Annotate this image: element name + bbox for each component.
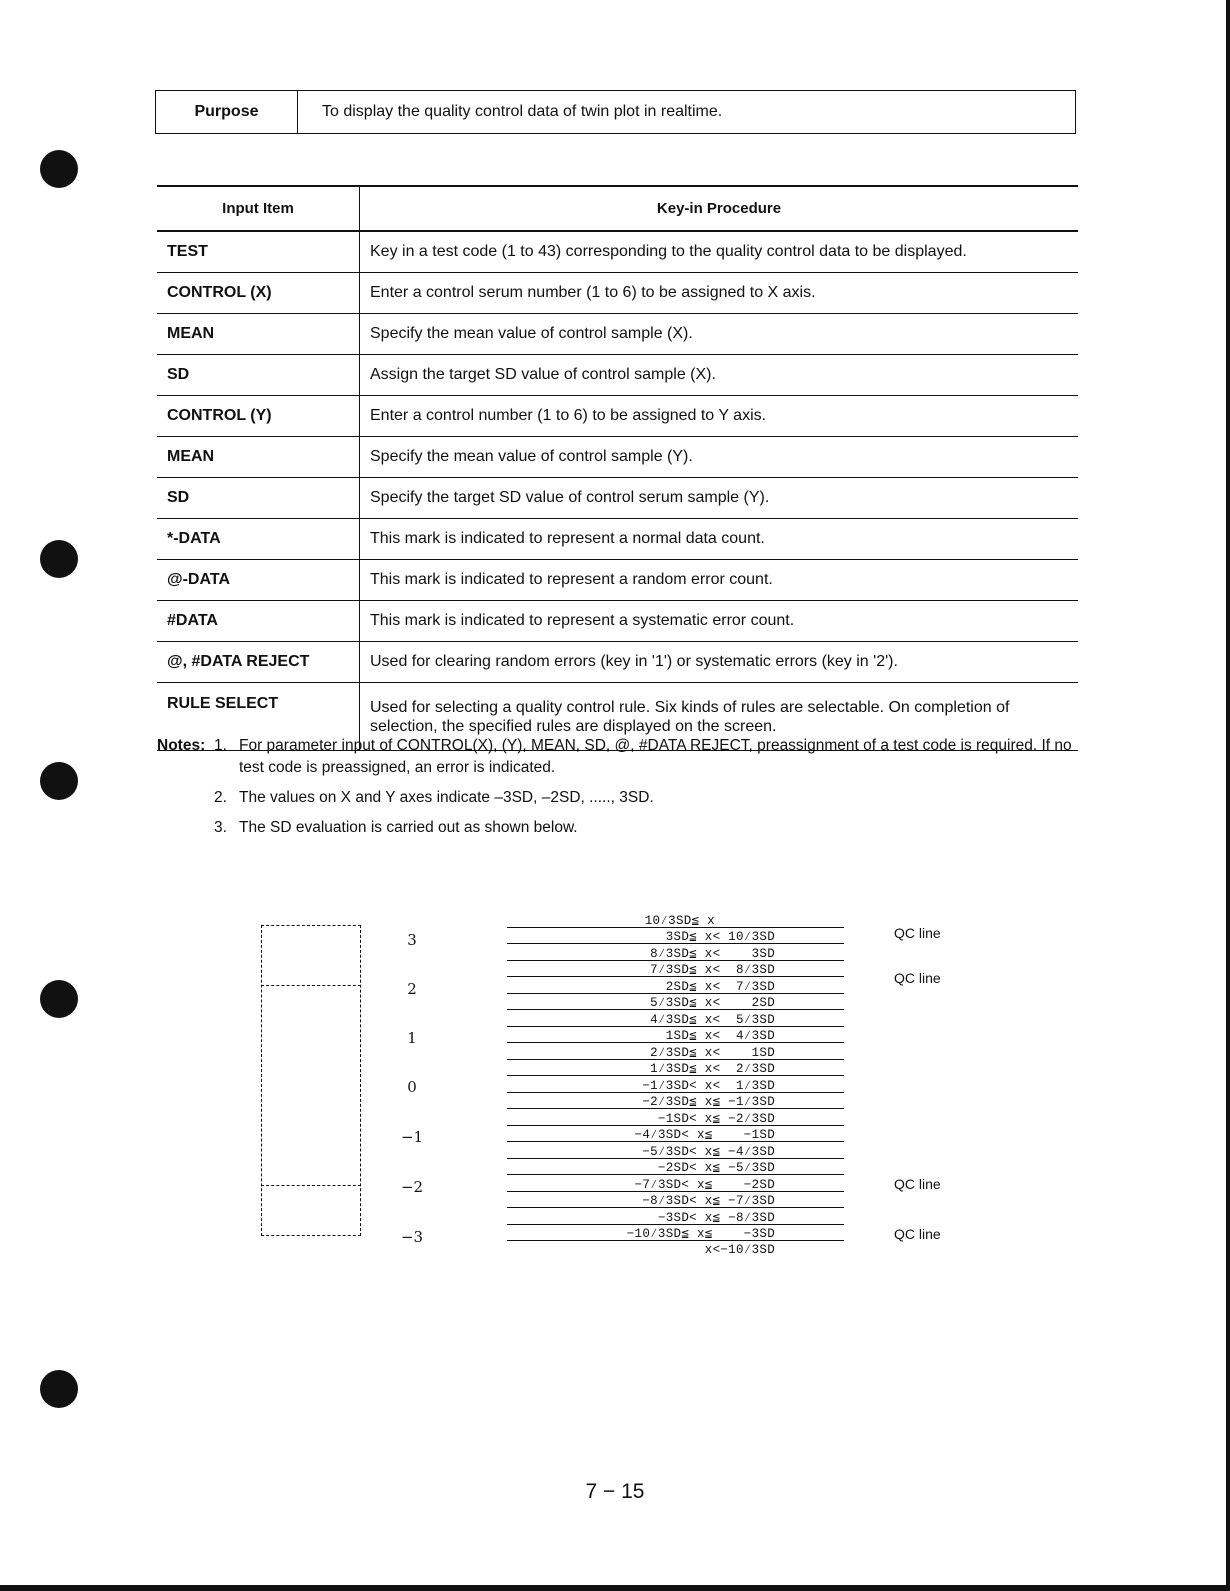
input-item: SD bbox=[157, 478, 360, 519]
page-number: 7 − 15 bbox=[585, 1480, 645, 1503]
input-item: TEST bbox=[157, 231, 360, 273]
sd-condition: −5∕3SD< x≦ −4∕3SD bbox=[642, 1145, 775, 1159]
sd-condition: 8∕3SD≦ x< 3SD bbox=[650, 947, 775, 961]
table-row bbox=[157, 560, 1078, 601]
key-in-procedure: Specify the mean value of control sample (X). bbox=[360, 314, 1079, 355]
sd-level-label: 2 bbox=[407, 980, 417, 998]
key-in-procedure: Enter a control serum number (1 to 6) to be assigned to X axis. bbox=[360, 273, 1079, 314]
input-item: MEAN bbox=[157, 314, 360, 355]
purpose-box bbox=[155, 90, 1076, 134]
sd-condition: 1∕3SD≦ x< 2∕3SD bbox=[650, 1062, 775, 1076]
key-in-procedure: This mark is indicated to represent a normal data count. bbox=[360, 519, 1079, 560]
sd-plot-column bbox=[261, 925, 361, 1236]
binder-hole bbox=[40, 150, 78, 188]
binder-hole bbox=[40, 980, 78, 1018]
qc-line-label: QC line bbox=[894, 970, 941, 986]
input-item: #DATA bbox=[157, 601, 360, 642]
note-text: For parameter input of CONTROL(X), (Y), MEAN, SD, @, #DATA REJECT, preassignment of a test code is required. If no test code is preassigned, an error is indicated. bbox=[239, 737, 1072, 776]
sd-condition: 5∕3SD≦ x< 2SD bbox=[650, 996, 775, 1010]
note-number: 3. bbox=[214, 819, 227, 836]
input-item: @-DATA bbox=[157, 560, 360, 601]
header-key-in-procedure: Key-in Procedure bbox=[360, 186, 1079, 231]
notes-section bbox=[157, 735, 1087, 847]
note-number: 1. bbox=[214, 737, 227, 754]
input-item: RULE SELECT bbox=[157, 683, 360, 751]
input-item: @, #DATA REJECT bbox=[157, 642, 360, 683]
key-in-procedure: Key in a test code (1 to 43) corresponding to the quality control data to be displayed. bbox=[360, 231, 1079, 273]
sd-condition: 2∕3SD≦ x< 1SD bbox=[650, 1046, 775, 1060]
input-item: CONTROL (Y) bbox=[157, 396, 360, 437]
key-in-procedure: Used for selecting a quality control rule. Six kinds of rules are selectable. On completion of selection, the specified rules are displayed on the screen. bbox=[360, 683, 1079, 751]
table-row bbox=[157, 231, 1078, 273]
sd-condition: 2SD≦ x< 7∕3SD bbox=[665, 980, 775, 994]
header-input-item: Input Item bbox=[157, 186, 360, 231]
input-table bbox=[157, 185, 1078, 751]
sd-level-label: 0 bbox=[407, 1078, 417, 1096]
sd-condition: 4∕3SD≦ x< 5∕3SD bbox=[650, 1013, 775, 1027]
sd-condition: 1SD≦ x< 4∕3SD bbox=[665, 1029, 775, 1043]
input-item: CONTROL (X) bbox=[157, 273, 360, 314]
binder-hole bbox=[40, 1370, 78, 1408]
binder-hole bbox=[40, 540, 78, 578]
sd-condition: −2∕3SD≦ x≦ −1∕3SD bbox=[642, 1095, 775, 1109]
qc-line-label: QC line bbox=[894, 1226, 941, 1242]
sd-condition: −1SD< x≦ −2∕3SD bbox=[657, 1112, 775, 1126]
key-in-procedure: This mark is indicated to represent a systematic error count. bbox=[360, 601, 1079, 642]
key-in-procedure: This mark is indicated to represent a random error count. bbox=[360, 560, 1079, 601]
sd-condition: −10∕3SD≦ x≦ −3SD bbox=[626, 1227, 775, 1241]
page-edge bbox=[1226, 0, 1230, 1591]
note-item bbox=[157, 817, 1087, 839]
sd-condition: −7∕3SD< x≦ −2SD bbox=[634, 1178, 775, 1192]
qc-line-label: QC line bbox=[894, 925, 941, 941]
sd-level-label: −2 bbox=[400, 1178, 424, 1196]
sd-condition: −8∕3SD< x≦ −7∕3SD bbox=[642, 1194, 775, 1208]
input-item: MEAN bbox=[157, 437, 360, 478]
table-row bbox=[157, 642, 1078, 683]
key-in-procedure: Specify the mean value of control sample (Y). bbox=[360, 437, 1079, 478]
key-in-procedure: Used for clearing random errors (key in '1') or systematic errors (key in '2'). bbox=[360, 642, 1079, 683]
sd-condition: −1∕3SD< x< 1∕3SD bbox=[642, 1079, 775, 1093]
table-row bbox=[157, 519, 1078, 560]
sd-condition: −2SD< x≦ −5∕3SD bbox=[657, 1161, 775, 1175]
note-text: The SD evaluation is carried out as shown below. bbox=[239, 819, 578, 836]
sd-condition: −3SD< x≦ −8∕3SD bbox=[657, 1211, 775, 1225]
dashed-divider bbox=[261, 1185, 361, 1186]
page-edge bbox=[0, 1585, 1230, 1591]
note-text: The values on X and Y axes indicate –3SD, –2SD, ....., 3SD. bbox=[239, 789, 654, 806]
sd-level-label: 3 bbox=[407, 931, 417, 949]
key-in-procedure: Specify the target SD value of control serum sample (Y). bbox=[360, 478, 1079, 519]
table-row bbox=[157, 273, 1078, 314]
sd-level-label: −3 bbox=[400, 1228, 424, 1246]
sd-level-label: 1 bbox=[407, 1029, 417, 1047]
sd-level-label: −1 bbox=[400, 1128, 424, 1146]
purpose-text: To display the quality control data of twin plot in realtime. bbox=[322, 103, 723, 120]
sd-condition: 10∕3SD≦ x bbox=[644, 914, 715, 928]
dashed-divider bbox=[261, 925, 361, 926]
qc-line-label: QC line bbox=[894, 1176, 941, 1192]
sd-condition: x<−10∕3SD bbox=[704, 1243, 775, 1257]
sd-condition: 7∕3SD≦ x< 8∕3SD bbox=[650, 963, 775, 977]
note-number: 2. bbox=[214, 789, 227, 806]
notes-label: Notes: bbox=[157, 737, 206, 754]
key-in-procedure: Assign the target SD value of control sample (X). bbox=[360, 355, 1079, 396]
table-row bbox=[157, 355, 1078, 396]
note-item bbox=[157, 735, 1087, 779]
table-row bbox=[157, 396, 1078, 437]
sd-condition: 3SD≦ x< 10∕3SD bbox=[665, 930, 775, 944]
dashed-divider bbox=[261, 1235, 361, 1236]
table-row bbox=[157, 314, 1078, 355]
input-item: *-DATA bbox=[157, 519, 360, 560]
dashed-divider bbox=[261, 985, 361, 986]
input-item: SD bbox=[157, 355, 360, 396]
binder-hole bbox=[40, 762, 78, 800]
note-item bbox=[157, 787, 1087, 809]
table-row bbox=[157, 601, 1078, 642]
table-row bbox=[157, 437, 1078, 478]
key-in-procedure: Enter a control number (1 to 6) to be assigned to Y axis. bbox=[360, 396, 1079, 437]
sd-condition: −4∕3SD< x≦ −1SD bbox=[634, 1128, 775, 1142]
purpose-label: Purpose bbox=[156, 91, 298, 133]
table-header-row bbox=[157, 186, 1078, 231]
table-row bbox=[157, 478, 1078, 519]
